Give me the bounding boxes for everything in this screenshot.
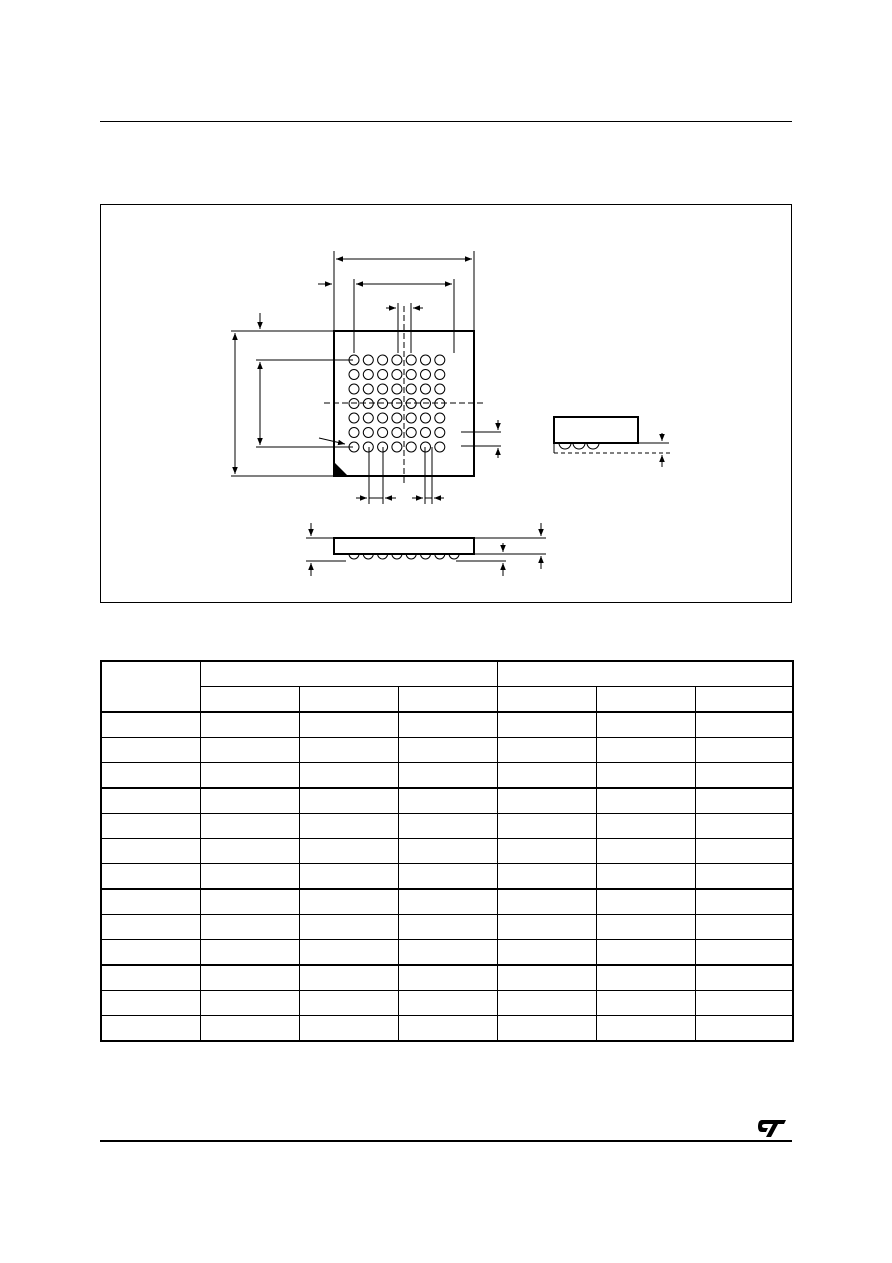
solder-ball [435,413,445,423]
value-cell [200,814,299,839]
solder-ball [378,384,388,394]
table-row [101,1016,793,1042]
table-row [101,915,793,940]
value-cell [200,889,299,915]
symbol-cell [101,763,200,789]
solder-ball [378,428,388,438]
value-cell [497,965,596,991]
value-cell [200,738,299,763]
solder-ball [435,370,445,380]
value-cell [596,839,695,864]
solder-ball [421,355,431,365]
solder-ball [406,413,416,423]
value-cell [497,864,596,890]
sub-header-cell [299,687,398,713]
value-cell [497,915,596,940]
solder-ball [363,442,373,452]
value-cell [200,1016,299,1042]
sub-header-cell [596,687,695,713]
symbol-cell [101,839,200,864]
value-cell [398,839,497,864]
value-cell [596,763,695,789]
value-cell [299,991,398,1016]
value-cell [200,763,299,789]
package-body-side-view-right [554,417,638,443]
value-cell [299,738,398,763]
symbol-cell [101,738,200,763]
pin-a1-index-mark [334,462,348,476]
solder-ball [421,370,431,380]
value-cell [200,864,299,890]
table-row [101,788,793,814]
value-cell [398,1016,497,1042]
value-cell [200,991,299,1016]
package-body-side-view-bottom [334,538,474,554]
value-cell [200,940,299,966]
value-cell [200,839,299,864]
value-cell [299,915,398,940]
value-cell [398,814,497,839]
solder-ball [378,413,388,423]
header-rule [100,121,792,122]
solder-ball [378,355,388,365]
solder-ball [363,413,373,423]
value-cell [398,915,497,940]
symbol-cell [101,814,200,839]
value-cell [596,889,695,915]
value-cell [398,864,497,890]
symbol-cell [101,991,200,1016]
value-cell [398,763,497,789]
value-cell [695,839,793,864]
table-row [101,839,793,864]
value-cell [695,814,793,839]
solder-ball [349,413,359,423]
symbol-cell [101,1016,200,1042]
value-cell [497,763,596,789]
value-cell [695,864,793,890]
value-cell [596,788,695,814]
symbol-cell [101,940,200,966]
package-drawing-frame [100,204,792,603]
value-cell [398,965,497,991]
value-cell [398,788,497,814]
solder-ball [392,384,402,394]
value-cell [299,965,398,991]
value-cell [200,965,299,991]
solder-ball [435,428,445,438]
table-row [101,940,793,966]
solder-ball [349,370,359,380]
symbol-cell [101,915,200,940]
value-cell [398,889,497,915]
solder-ball [349,384,359,394]
table-row [101,965,793,991]
sub-header-cell [497,687,596,713]
value-cell [497,712,596,738]
value-cell [596,915,695,940]
value-cell [299,763,398,789]
solder-ball [435,355,445,365]
solder-ball [392,370,402,380]
value-cell [398,738,497,763]
value-cell [596,1016,695,1042]
value-cell [299,864,398,890]
solder-ball [406,428,416,438]
value-cell [299,940,398,966]
solder-ball [363,370,373,380]
value-cell [497,839,596,864]
symbol-cell [101,712,200,738]
table-row [101,889,793,915]
value-cell [497,738,596,763]
value-cell [497,991,596,1016]
symbol-cell [101,864,200,890]
sub-header-cell [398,687,497,713]
solder-ball [406,370,416,380]
value-cell [398,991,497,1016]
footer-rule [100,1140,792,1142]
table-row [101,763,793,789]
st-logo-icon [756,1116,792,1140]
value-cell [200,712,299,738]
solder-ball [378,370,388,380]
sub-header-cell [695,687,793,713]
value-cell [695,738,793,763]
solder-ball [363,355,373,365]
solder-ball [435,384,445,394]
solder-ball [392,413,402,423]
value-cell [299,839,398,864]
solder-ball [406,442,416,452]
solder-ball [363,428,373,438]
value-cell [695,889,793,915]
value-cell [596,712,695,738]
value-cell [596,864,695,890]
value-cell [695,1016,793,1042]
solder-ball [421,384,431,394]
value-cell [596,965,695,991]
value-cell [299,814,398,839]
value-cell [695,712,793,738]
header-group-inches [497,661,793,687]
value-cell [695,965,793,991]
solder-ball [435,442,445,452]
symbol-header [101,661,200,712]
symbol-cell [101,965,200,991]
value-cell [497,814,596,839]
value-cell [695,940,793,966]
table-row [101,738,793,763]
solder-ball [421,413,431,423]
table-row [101,814,793,839]
solder-ball [421,428,431,438]
symbol-cell [101,788,200,814]
value-cell [398,940,497,966]
value-cell [596,940,695,966]
solder-ball [392,442,402,452]
value-cell [695,915,793,940]
value-cell [497,889,596,915]
solder-ball [406,355,416,365]
package-dimensions-table [100,660,794,1042]
table-row [101,864,793,890]
solder-ball [363,384,373,394]
value-cell [596,814,695,839]
value-cell [596,738,695,763]
value-cell [398,712,497,738]
value-cell [299,712,398,738]
value-cell [200,915,299,940]
symbol-cell [101,889,200,915]
solder-ball [392,355,402,365]
solder-ball [349,428,359,438]
value-cell [497,940,596,966]
value-cell [299,1016,398,1042]
value-cell [695,991,793,1016]
value-cell [497,1016,596,1042]
table-row [101,712,793,738]
solder-ball [406,384,416,394]
value-cell [596,991,695,1016]
value-cell [695,763,793,789]
value-cell [695,788,793,814]
value-cell [200,788,299,814]
ball-a1-leader [319,438,345,444]
package-outline-drawing [101,205,791,602]
solder-ball [392,428,402,438]
value-cell [299,788,398,814]
table-row [101,991,793,1016]
sub-header-cell [200,687,299,713]
value-cell [497,788,596,814]
header-group-mm [200,661,497,687]
value-cell [299,889,398,915]
